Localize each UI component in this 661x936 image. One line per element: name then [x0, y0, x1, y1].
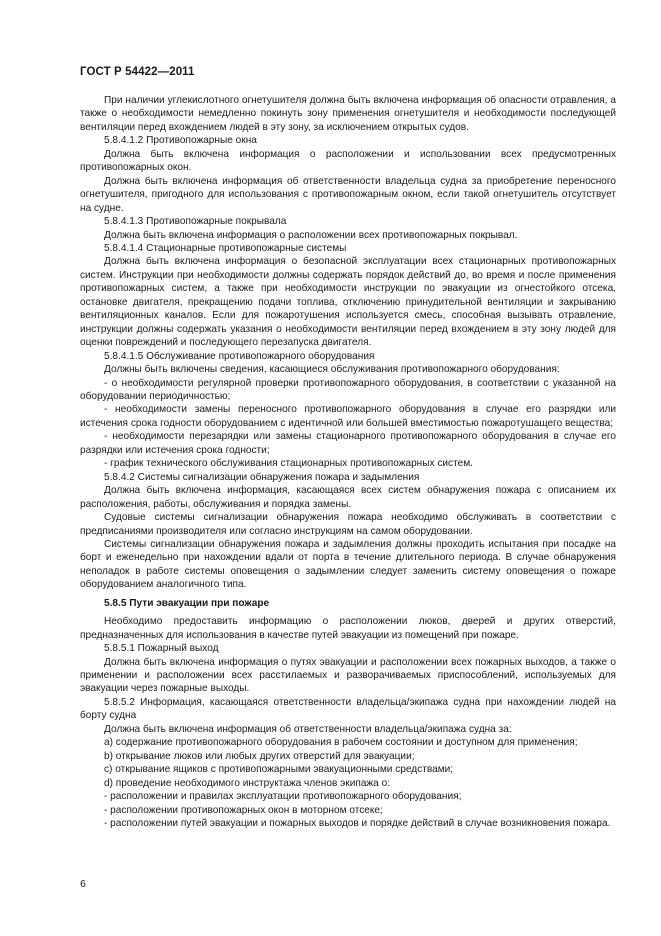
paragraph: Должна быть включена информация о путях эвакуации и расположении всех пожарных выходов, а также о применении и расположении всех расстилаемых и разворачиваемых приспособлений, используемых для эвакуации через пожарные выходы.: [80, 656, 616, 695]
paragraph: Должны быть включены сведения, касающиеся обслуживания противопожарного оборудования:: [104, 364, 560, 376]
list-item: b) открывание люков или любых других отверстий для эвакуации;: [104, 750, 415, 762]
list-item: a) содержание противопожарного оборудования в рабочем состоянии и доступном для применения;: [104, 737, 578, 749]
list-item: - график технического обслуживания стационарных противопожарных систем.: [104, 458, 473, 470]
paragraph: Должна быть включена информация об ответственности владельца/экипажа судна за:: [104, 723, 512, 735]
list-item: - расположении противопожарных окон в моторном отсеке;: [104, 804, 383, 816]
paragraph: Должна быть включена информация о расположении и использовании всех предусмотренных противопожарных окон.: [80, 148, 616, 174]
document-header: ГОСТ Р 54422—2011: [80, 66, 195, 78]
paragraph: Необходимо предоставить информацию о расположении люков, дверей и других отверстий, предназначенных для использования в качестве путей эвакуации из помещений при пожаре.: [80, 616, 616, 641]
bold-section-heading: 5.8.5 Пути эвакуации при пожаре: [104, 597, 270, 609]
paragraph: Должна быть включена информация об ответственности владельца судна за приобретение переносного огнетушителя, пригодного для использования с противопожарным окном, если такой огнетушитель отсутствует на судне.: [80, 175, 616, 214]
list-item: - необходимости замены переносного противопожарного оборудования в случае его разрядки или истечения срока годности оборудованием с идентичной или большей вместимостью пожаротушащего вещества;: [80, 404, 616, 429]
section-heading: 5.8.4.1.3 Противопожарные покрывала: [104, 216, 287, 228]
section-heading: 5.8.4.1.5 Обслуживание противопожарного оборудования: [104, 350, 375, 362]
document-body: [80, 94, 616, 830]
page-number: 6: [80, 878, 86, 890]
section-heading: 5.8.4.1.4 Стационарные противопожарные системы: [104, 242, 347, 254]
list-item: d) проведение необходимого инструктажа членов экипажа о:: [104, 777, 391, 789]
list-item: - о необходимости регулярной проверки противопожарного оборудования, в соответствии с указанной на оборудовании периодичностью;: [80, 377, 616, 402]
paragraph: Должна быть включена информация о расположении всех противопожарных покрывал.: [104, 229, 518, 241]
paragraph: Должна быть включена информация, касающаяся всех систем обнаружения пожара с описанием их расположения, работы, обслуживания и порядка замены.: [80, 485, 616, 510]
list-item: - расположении и правилах эксплуатации противопожарного оборудования;: [104, 791, 462, 803]
section-heading: 5.8.4.1.2 Противопожарные окна: [104, 135, 257, 147]
list-item: c) открывание ящиков с противопожарными эвакуационными средствами;: [104, 764, 454, 776]
paragraph: Системы сигнализации обнаружения пожара и задымления должны проходить испытания при посадке на борт и еженедельно при нахождении вдали от порта в течение длительного периода. В случае обнаружения неполадок в работе системы оповещения о задымлении следует заменить систему оповещения о пожаре оборудованием аналогичного типа.: [80, 538, 616, 591]
paragraph: Должна быть включена информация о безопасной эксплуатации всех стационарных противопожарных систем. Инструкции при необходимости должны содержать порядок действий до, во время и после применения противопожарных систем, а также при необходимости инструкции по эвакуации из огнестойкого отсека, остановке двигателя, прекращению подачи топлива, отключению принудительной вентиляции и закрыванию вентиляционных каналов. Если для пожаротушения используется смесь, способная вызывать отравление, инструкции должны содержать указания о необходимости вентиляции перед вхождением в эту зону людей для оценки повреждений и последующего перезапуска двигателя.: [80, 256, 616, 349]
section-heading: 5.8.5.2 Информация, касающаяся ответственности владельца/экипажа судна при нахождении людей на борту судна: [80, 696, 616, 722]
list-item: - необходимости перезарядки или замены стационарного противопожарного оборудования в случае его разрядки или истечения срока годности;: [80, 431, 616, 456]
section-heading: 5.8.5.1 Пожарный выход: [104, 643, 219, 655]
paragraph: Судовые системы сигнализации обнаружения пожара необходимо обслуживать в соответствии с предписаниями производителя или согласно инструкциям на самом оборудовании.: [80, 512, 616, 537]
paragraph: При наличии углекислотного огнетушителя должна быть включена информация об опасности отравления, а также о необходимости немедленно покинуть зону применения огнетушителя и необходимости последующей вентиляции перед вхождением людей в эту зону, за исключением открытых судов.: [80, 95, 616, 133]
section-heading: 5.8.4.2 Системы сигнализации обнаружения пожара и задымления: [104, 471, 420, 483]
list-item: - расположении путей эвакуации и пожарных выходов и порядке действий в случае возникновения пожара.: [104, 818, 611, 830]
